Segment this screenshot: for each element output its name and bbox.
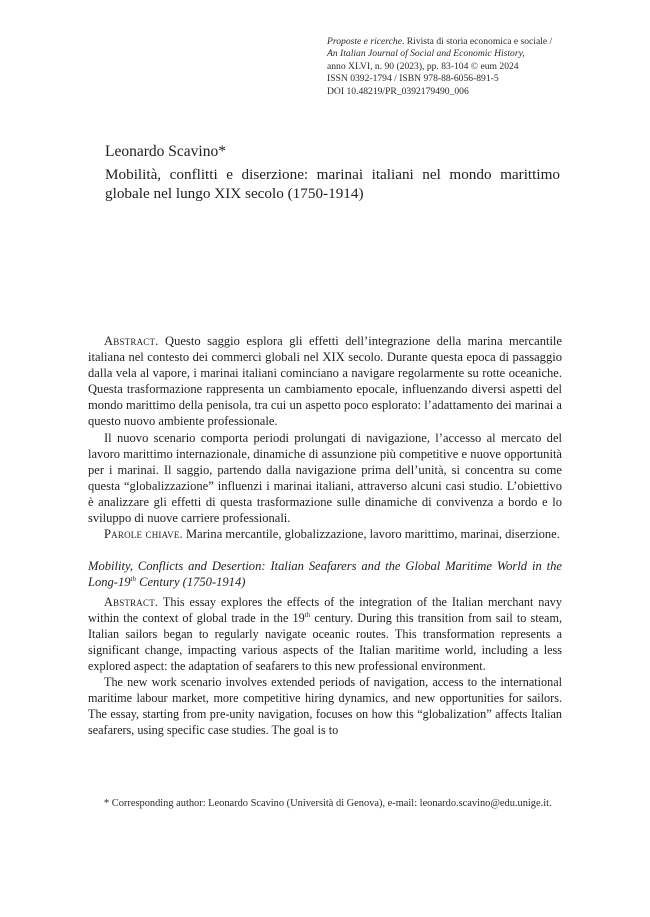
abstract-it-text-1: Questo saggio esplora gli effetti dell’integrazione della marina mercantile italiana nel contesto dei commerci globali nel XIX secolo. Durante questa epoca di passaggio dalla vela al vapore, i marinai italiani cominciano a navigare regolarmente su rotte oceaniche. Questa trasformazione rappresenta un cambiamento epocale, influenzando diversi aspetti del mondo marittimo della penisola, tra cui un aspetto poco esplorato: l’adattamento dei marinai a questo nuovo ambiente professionale. xyxy=(88,334,562,429)
journal-line-3: anno XLVI, n. 90 (2023), pp. 83-104 © eum 2024 xyxy=(327,60,519,72)
abstract-en-label: Abstract. xyxy=(104,595,159,610)
paper-title: Mobilità, conflitti e diserzione: marinai italiani nel mondo marittimo globale nel lungo XIX secolo (1750-1914) xyxy=(105,166,560,202)
abstract-english xyxy=(88,558,562,738)
journal-line-1 xyxy=(327,36,577,48)
journal-doi: DOI 10.48219/PR_0392179490_006 xyxy=(327,85,469,97)
footnote: * Corresponding author: Leonardo Scavino (Università di Genova), e-mail: leonardo.scavino@edu.unige.it. xyxy=(104,798,552,809)
author-name: Leonardo Scavino* xyxy=(105,143,226,160)
abstract-en-text-1b: century. During this transition from sail to steam, Italian sailors began to regularly navigate oceanic routes. This transformation represents a significant change, impacting various aspects of the Italian maritime world, including a less explored aspect: the adaptation of seafarers to this new professional environment. xyxy=(88,611,562,674)
english-title-a: Mobility, Conflicts and Desertion: Italian Seafarers and the Global Maritime World in the Long-19 xyxy=(88,559,562,590)
journal-issn: ISSN 0392-1794 / ISBN 978-88-6056-891-5 xyxy=(327,73,499,85)
journal-name: Proposte e ricerche xyxy=(327,36,402,47)
abstract-en-paragraph-1 xyxy=(88,594,562,674)
abstract-en-paragraph-2: The new work scenario involves extended periods of navigation, access to the international maritime labour market, more competitive hiring dynamics, and new opportunities for sailors. The essay, starting from pre-unity navigation, focuses on how this “globalization” affects Italian seafarers, using specific case studies. The goal is to xyxy=(88,675,562,738)
english-title-sup: th xyxy=(130,575,136,584)
abstract-it-label: Abstract. xyxy=(104,334,159,348)
abstract-en-sup: th xyxy=(304,611,311,620)
abstract-it-paragraph-2: Il nuovo scenario comporta periodi prolungati di navigazione, l’accesso al mercato del lavoro marittimo internazionale, dinamiche di assunzione più competitive e nuove opportunità per i marinai. Il saggio, partendo dalla navigazione prima dell’unità, si concentra su come questa “globalizzazione” influenzi i marinai italiani, attraverso alcuni casi studio. L’obiettivo è analizzare gli effetti di questa trasformazione sulle dinamiche di convivenza a bordo e lo sviluppo di nuove carriere professionali. xyxy=(88,430,562,526)
keywords-text: Marina mercantile, globalizzazione, lavoro marittimo, marinai, diserzione. xyxy=(182,527,560,542)
keywords-paragraph xyxy=(88,526,562,542)
abstract-it-paragraph-1 xyxy=(88,333,562,430)
english-title-b: Century (1750-1914) xyxy=(135,575,246,590)
abstract-italian xyxy=(88,333,562,542)
journal-info xyxy=(327,36,577,98)
journal-subtitle: . Rivista di storia economica e sociale / xyxy=(401,36,553,47)
abstract-en-text-1a: This essay explores the effects of the integration of the Italian merchant navy within the context of global trade in the 19 xyxy=(88,595,562,626)
journal-line-2: An Italian Journal of Social and Economic History, xyxy=(327,48,525,60)
english-title xyxy=(88,558,562,590)
keywords-label: Parole chiave. xyxy=(104,527,183,542)
